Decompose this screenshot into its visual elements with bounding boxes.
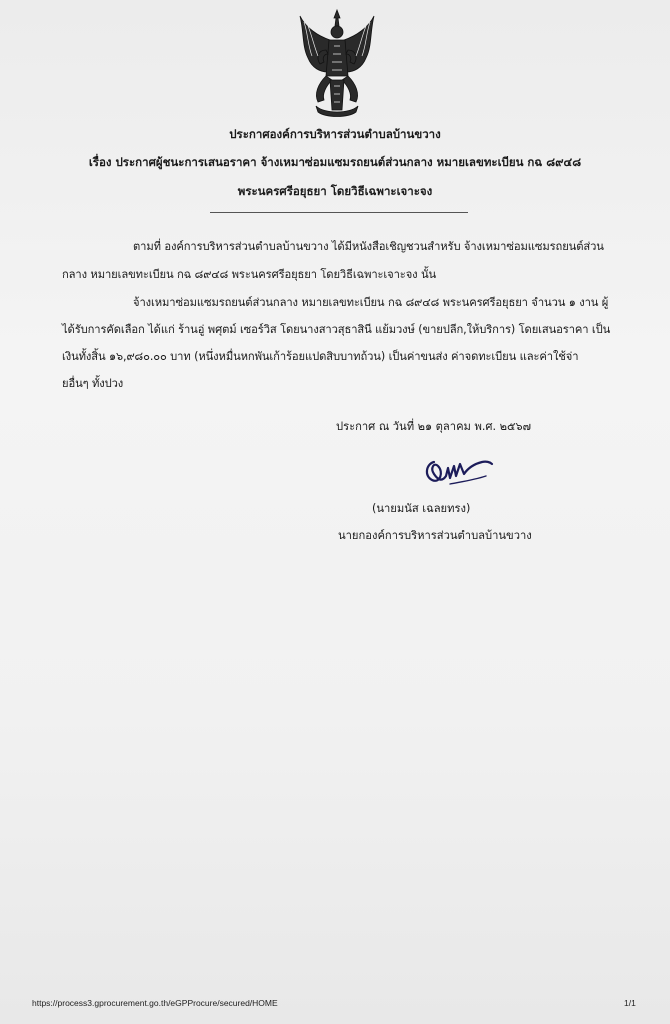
body-paragraph-2-line-1: จ้างเหมาซ่อมแซมรถยนต์ส่วนกลาง หมายเลขทะเบียน กฉ ๘๙๔๘ พระนครศรีอยุธยา จำนวน ๑ งาน ผู้: [133, 296, 609, 309]
signer-name: (นายมนัส เฉลยทรง): [372, 502, 471, 515]
body-paragraph-1-line-2: กลาง หมายเลขทะเบียน กฉ ๘๙๔๘ พระนครศรีอยุธยา โดยวิธีเฉพาะเจาะจง นั้น: [62, 268, 437, 281]
body-paragraph-2-line-4: ยอื่นๆ ทั้งปวง: [62, 377, 124, 390]
subject-line-continued: พระนครศรีอยุธยา โดยวิธีเฉพาะเจาะจง: [237, 184, 433, 198]
subject-line: เรื่อง ประกาศผู้ชนะการเสนอราคา จ้างเหมาซ่อมแซมรถยนต์ส่วนกลาง หมายเลขทะเบียน กฉ ๘๙๔๘: [88, 155, 582, 169]
header-divider: [210, 212, 468, 213]
announcement-date: ประกาศ ณ วันที่ ๒๑ ตุลาคม พ.ศ. ๒๕๖๗: [336, 420, 531, 433]
handwritten-signature-icon: [420, 454, 496, 492]
body-paragraph-1-line-1: ตามที่ องค์การบริหารส่วนตำบลบ้านขวาง ได้มีหนังสือเชิญชวนสำหรับ จ้างเหมาซ่อมแซมรถยนต์ส่วน: [133, 240, 604, 253]
signer-title: นายกองค์การบริหารส่วนตำบลบ้านขวาง: [338, 529, 532, 542]
document-title: ประกาศองค์การบริหารส่วนตำบลบ้านขวาง: [229, 127, 441, 141]
footer-page-number: 1/1: [624, 998, 636, 1008]
footer-url: https://process3.gprocurement.go.th/eGPProcure/secured/HOME: [32, 998, 278, 1008]
garuda-emblem-icon: [296, 6, 378, 118]
body-paragraph-2-line-3: เงินทั้งสิ้น ๑๖,๙๘๐.๐๐ บาท (หนึ่งหมื่นหกพันเก้าร้อยแปดสิบบาทถ้วน) เป็นค่าขนส่ง ค่าจดทะเบียน และค่าใช้จ่า: [62, 350, 579, 363]
body-paragraph-2-line-2: ได้รับการคัดเลือก ได้แก่ ร้านอู่ พศุตม์ เซอร์วิส โดยนางสาวสุธาสินี แย้มวงษ์ (ขายปลีก,ให้บริการ) โดยเสนอราคา เป็น: [62, 323, 611, 336]
